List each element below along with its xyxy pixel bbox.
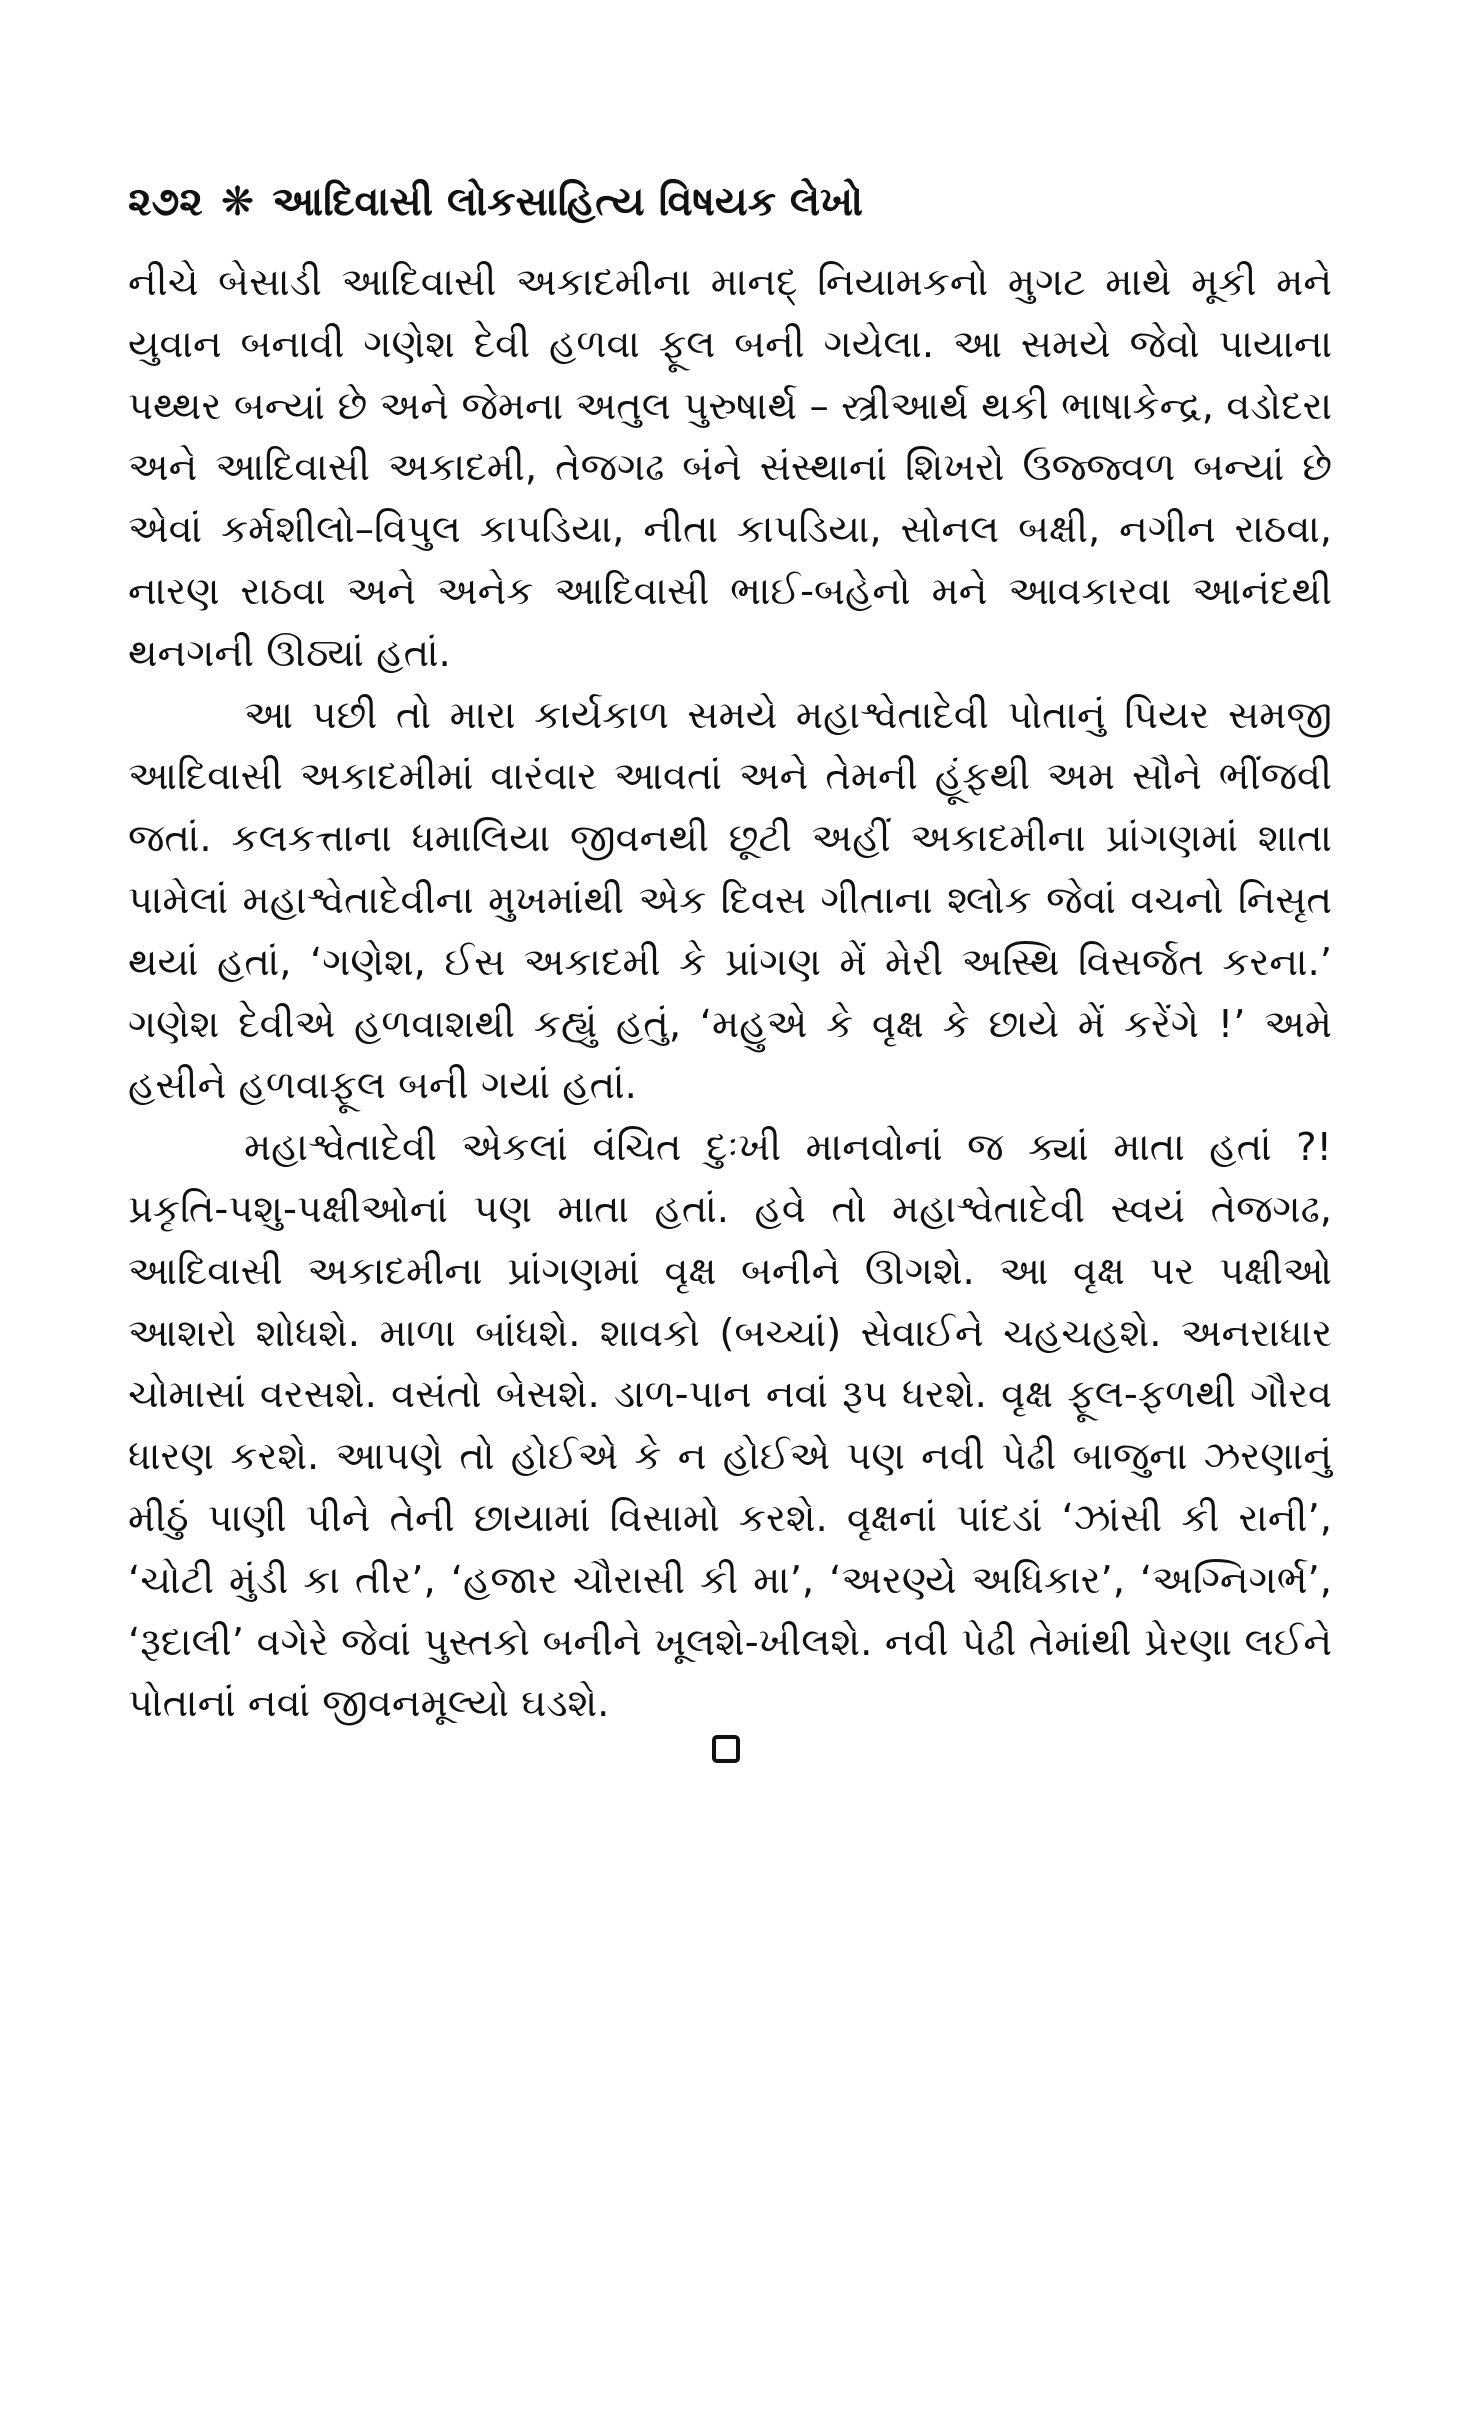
header-separator-icon: ❋: [220, 179, 255, 225]
page-number: ૨૭૨: [128, 179, 203, 225]
end-of-section-box-icon: [712, 1735, 740, 1763]
body-text: [128, 252, 1332, 1735]
paragraph-3: મહાશ્વેતાદેવી એકલાં વંચિત દુઃખી માનવોનાં જ ક્યાં માતા હતાં ?! પ્રકૃતિ-પશુ-પક્ષીઓનાં પણ માતા હતાં. હવે તો મહાશ્વેતાદેવી સ્વયં તેજગઢ, આદિવાસી અકાદમીના પ્રાંગણમાં વૃક્ષ બનીને ઊગશે. આ વૃક્ષ પર પક્ષીઓ આશરો શોધશે. માળા બાંધશે. શાવકો (બચ્ચાં) સેવાઈને ચહચહશે. અનરાધાર ચોમાસાં વરસશે. વસંતો બેસશે. ડાળ-પાન નવાં રૂપ ધરશે. વૃક્ષ ફૂલ-ફળથી ગૌરવ ધારણ કરશે. આપણે તો હોઈએ કે ન હોઈએ પણ નવી પેઢી બાજુના ઝરણાનું મીઠું પાણી પીને તેની છાયામાં વિસામો કરશે. વૃક્ષનાં પાંદડાં ‘ઝાંસી કી રાની’, ‘ચોટી મુંડી કા તીર’, ‘હજાર ચૌરાસી કી મા’, ‘અરણ્યે અધિકાર’, ‘અગ્નિગર્ભ’, ‘રૂદાલી’ વગેરે જેવાં પુસ્તકો બનીને ખૂલશે-ખીલશે. નવી પેઢી તેમાંથી પ્રેરણા લઈને પોતાનાં નવાં જીવનમૂલ્યો ઘડશે.: [128, 1125, 1332, 1727]
running-header: [128, 178, 1328, 226]
running-title: આદિવાસી લોકસાહિત્ય વિષયક લેખો: [272, 179, 863, 225]
paragraph-2: આ પછી તો મારા કાર્યકાળ સમયે મહાશ્વેતાદેવી પોતાનું પિયર સમજી આદિવાસી અકાદમીમાં વારંવાર આવતાં અને તેમની હૂંફથી અમ સૌને ભીંજવી જતાં. કલકત્તાના ધમાલિયા જીવનથી છૂટી અહીં અકાદમીના પ્રાંગણમાં શાતા પામેલાં મહાશ્વેતાદેવીના મુખમાંથી એક દિવસ ગીતાના શ્લોક જેવાં વચનો નિસૃત થયાં હતાં, ‘ગણેશ, ઈસ અકાદમી કે પ્રાંગણ મેં મેરી અસ્થિ વિસર્જત કરના.’ ગણેશ દેવીએ હળવાશથી કહ્યું હતું, ‘મહુએ કે વૃક્ષ કે છાયે મેં કરેંગે !’ અમે હસીને હળવાફૂલ બની ગયાં હતાં.: [128, 692, 1332, 1109]
paragraph-1: નીચે બેસાડી આદિવાસી અકાદમીના માનદ્ નિયામકનો મુગટ માથે મૂકી મને યુવાન બનાવી ગણેશ દેવી હળવા ફૂલ બની ગયેલા. આ સમયે જેવો પાયાના પથ્થર બન્યાં છે અને જેમના અતુલ પુરુષાર્થ – સ્ત્રીઆર્થ થકી ભાષાકેન્દ્ર, વડોદરા અને આદિવાસી અકાદમી, તેજગઢ બંને સંસ્થાનાં શિખરો ઉજ્જ્વળ બન્યાં છે એવાં કર્મશીલો–વિપુલ કાપડિયા, નીતા કાપડિયા, સોનલ બક્ષી, નગીન રાઠવા, નારણ રાઠવા અને અનેક આદિવાસી ભાઈ-બહેનો મને આવકારવા આનંદથી થનગની ઊઠ્યાં હતાં.: [128, 260, 1332, 676]
